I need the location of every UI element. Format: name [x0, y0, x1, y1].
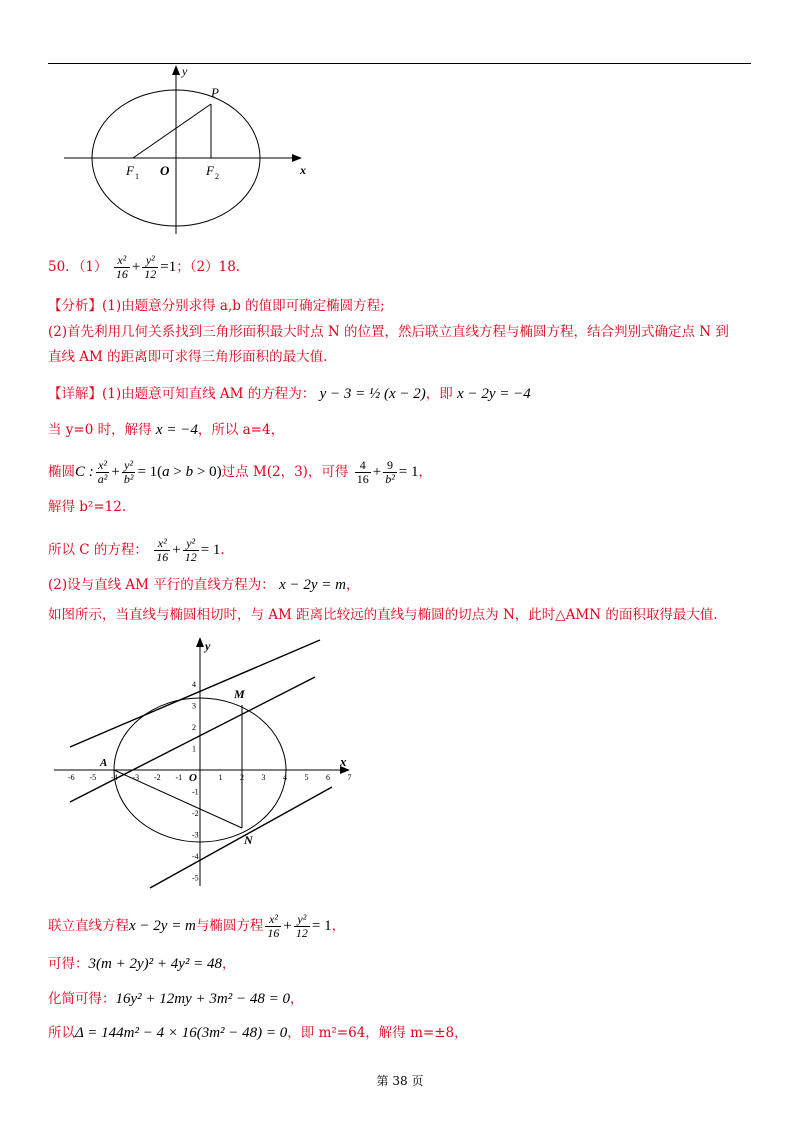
answer-part2: （2）18. [189, 259, 241, 275]
detail-text-6b: ， [345, 577, 360, 593]
ellipse-figure-2 [50, 632, 370, 890]
eq-am-std: x − 2y = −4 [457, 386, 531, 402]
ellipse-c-label: C : [75, 464, 94, 480]
x-tick-label: 1 [218, 773, 223, 782]
y-tick-label: -4 [192, 852, 199, 861]
label-o: O [160, 163, 170, 178]
answer-line: 50．（1） $\frac{\text{x²}}{16}$ + $\frac{\text{y²}}{12}$ =1；（2）18. [48, 253, 241, 281]
x-tick-label: 4 [283, 773, 287, 782]
label-p: P [211, 85, 219, 100]
frac-x2-16b: $\frac{\text{x²}}{16}$ [156, 536, 169, 564]
eq-am-line: y − 3 = ½ (x − 2) [319, 386, 426, 402]
eq-10: 16y² + 12my + 3m² − 48 = 0 [115, 991, 290, 1007]
y-tick-label: -5 [192, 873, 199, 883]
y-tick-label: 3 [192, 701, 196, 711]
frac-y2-12c: $\frac{\text{y²}}{12}$ [295, 912, 308, 940]
detail-text-10b: ， [289, 991, 304, 1007]
detail-text-1b: ，即 [425, 386, 453, 402]
analysis-line-1 [48, 296, 385, 316]
label-f2: F [206, 163, 214, 178]
answer-part1: （1） [78, 259, 108, 275]
frac-9-b2: $\frac{9}{\text{b²}}$ [385, 458, 395, 486]
y-tick-label: -1 [192, 787, 199, 797]
eq-x: x = −4 [155, 422, 198, 438]
detail-line-5: 所以 C 的方程： $\frac{\text{x²}}{16}$ + $\frac{\text{y²}}{12}$ = 1. [48, 536, 225, 564]
detail-text-3a: 椭圆 [48, 464, 75, 480]
eq-9: 3(m + 2y)² + 4y² = 48 [88, 956, 222, 972]
analysis-line-3: 直线 AM 的距离即可求得三角形面积的最大值. [48, 349, 328, 365]
label-x2: x [340, 754, 347, 769]
detail-text-8a: 联立直线方程 [48, 918, 129, 934]
y-arrow [172, 65, 180, 75]
frac-x2-a2: $\frac{\text{x²}}{\text{a²}}$ [97, 458, 108, 486]
detail-line-1 [48, 384, 531, 404]
detail-text-5a: 所以 C 的方程： [48, 542, 148, 558]
x-tick-label: 5 [304, 773, 309, 782]
frac-y2-12b: $\frac{\text{y²}}{12}$ [184, 536, 197, 564]
label-n: N [244, 833, 253, 847]
answer-sep: ； [176, 259, 190, 275]
x-tick-label: -6 [68, 773, 75, 782]
detail-text-11a: 所以 [48, 1025, 75, 1041]
detail-line-4: 解得 b²=12. [48, 499, 127, 515]
detail-text-9b: ， [222, 956, 236, 972]
detail-text-3c: ， [418, 464, 433, 480]
ellipse-figure-1 [60, 62, 320, 237]
detail-line-2 [48, 420, 284, 440]
x-tick-label: -5 [89, 773, 97, 782]
label-o2: O [189, 772, 197, 784]
detail-text-8c: ， [331, 918, 346, 934]
detail-text-8b: 与椭圆方程 [195, 918, 264, 934]
x-tick-label: -4 [111, 773, 118, 782]
detail-line-10 [48, 989, 303, 1009]
frac-x2-16: $\frac{\text{x²}}{16}$ [115, 253, 128, 281]
detail-text-5b: . [220, 542, 225, 558]
label-f1: F [126, 163, 134, 178]
label-x: x [300, 163, 306, 177]
page-number: 第 38 页 [376, 1074, 424, 1088]
x-tick-label: 2 [240, 773, 244, 782]
detail-text-2a: 当 y=0 时，解得 [48, 422, 152, 438]
x-tick-label: -2 [154, 773, 161, 782]
x-arrow [292, 154, 302, 162]
eq-parallel-2: x − 2y = m [129, 918, 196, 934]
detail-line-7: 如图所示，当直线与椭圆相切时，与 AM 距离比较远的直线与椭圆的切点为 N，此时△AMN 的面积取得最大值. [48, 607, 718, 623]
y-tick-label: 2 [192, 723, 196, 732]
detail-text-3b: 过点 M(2，3)，可得 [221, 464, 349, 480]
frac-4-16: $\frac{4}{16}$ [356, 458, 369, 486]
detail-text-6a: (2)设与直线 AM 平行的直线方程为： [48, 577, 275, 593]
detail-line-3: 椭圆C : $\frac{\text{x²}}{\text{a²}}$ + $\frac{\text{y²}}{\text{b²}}$ = 1(a > b > 0)过点 M(2，3)，可得 $\frac{4}{16}$ + $\frac{9}{\text{b²}}$ = 1， [48, 458, 433, 486]
detail-text-10a: 化简可得： [48, 991, 116, 1007]
analysis-line-2: (2)首先利用几何关系找到三角形面积最大时点 N 的位置，然后联立直线方程与椭圆方程，结合判别式确定点 N 到 [48, 324, 729, 340]
analysis-text-1: (1)由题意分别求得 a,b 的值即可确定椭圆方程; [102, 298, 385, 314]
frac-x2-16c: $\frac{\text{x²}}{16}$ [267, 912, 280, 940]
x-tick-label: -1 [175, 773, 183, 782]
answer-number: 50． [48, 259, 79, 275]
x-tick-label: 6 [326, 773, 330, 782]
frac-y2-12: $\frac{\text{y²}}{12}$ [144, 253, 157, 281]
detail-text-11b: ，即 m²=64，解得 m=±8， [287, 1025, 468, 1041]
label-f1-sub: 1 [135, 172, 139, 181]
frac-y2-b2: $\frac{\text{y²}}{\text{b²}}$ [123, 458, 134, 486]
x-tick-label: -3 [132, 773, 140, 782]
label-y2: y [205, 639, 211, 653]
detail-tag: 【详解】 [48, 386, 102, 402]
label-y: y [182, 64, 188, 78]
eq-11: Δ = 144m² − 4 × 16(3m² − 48) = 0 [75, 1025, 288, 1041]
x-tick-label: 3 [261, 773, 266, 782]
detail-text-2b: ，所以 a=4， [197, 422, 285, 438]
detail-line-6 [48, 575, 359, 595]
x-ticks [68, 773, 352, 782]
detail-line-9 [48, 954, 236, 974]
y-arrow-2 [196, 637, 204, 647]
detail-text-1a: (1)由题意可知直线 AM 的方程为： [102, 386, 316, 402]
detail-text-9a: 可得： [48, 956, 89, 972]
y-tick-label: 4 [192, 680, 196, 689]
label-m: M [234, 687, 245, 701]
y-tick-label: 1 [192, 744, 196, 754]
analysis-tag: 【分析】 [48, 298, 102, 314]
eq-parallel: x − 2y = m [279, 577, 346, 593]
detail-line-11 [48, 1023, 468, 1043]
x-tick-label: 7 [347, 773, 352, 782]
y-tick-label: -2 [192, 809, 199, 818]
tangent-lower [150, 787, 332, 888]
label-f2-sub: 2 [215, 172, 219, 181]
segment-f1-p [133, 104, 211, 158]
detail-line-8: 联立直线方程x − 2y = m与椭圆方程 $\frac{\text{x²}}{16}$ + $\frac{\text{y²}}{12}$ = 1， [48, 912, 346, 940]
y-tick-label: -3 [192, 830, 199, 840]
label-a: A [100, 757, 108, 769]
